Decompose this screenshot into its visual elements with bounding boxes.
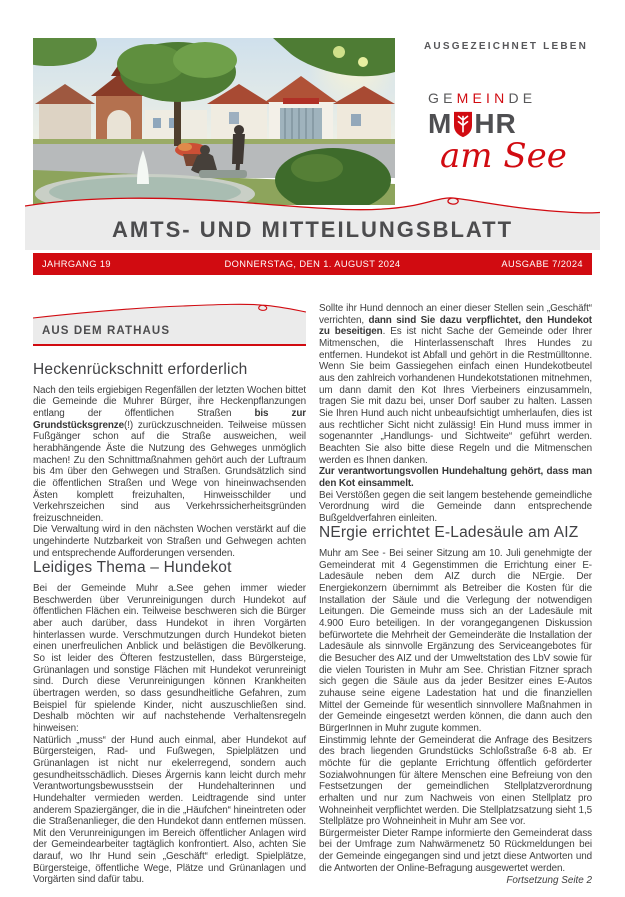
issue-date: DONNERSTAG, DEN 1. AUGUST 2024	[224, 259, 401, 269]
article-paragraph: Natürlich „muss“ der Hund auch einmal, aber Hundekot auf Bürgersteigen, Rad- und Fußwegen, Spielplätzen und Grünanlagen ist nicht nur ekelerregend, sondern auch gesundheitsschädlich. Dieses Ärgernis kann leicht durch mehr Verantwortungsbewusstsein der Hundehalterinnen und Hundehalter vermieden werden. Leidtragende sind unter anderem Spaziergänger, die in die „Häufchen“ hineintreten oder die Straßenanlieger, die den Hundekot dann entfernen müssen. Mit den Verunreinigungen im Bereich öffentlicher Anlagen wird der Gemeindearbeiter tagtäglich konfrontiert. Also, achten Sie darauf, wo Ihr Hund sein „Geschäft“ erledigt. Spielplätze, Bürgersteige, öffentliche Wege, Plätze und Grünanlagen und Vorgärten sind dafür tabu.	[33, 734, 306, 886]
logo-m: M	[428, 108, 453, 139]
window	[351, 114, 361, 126]
logo-mein: MEIN	[456, 90, 509, 106]
section-header-rathaus	[33, 300, 306, 346]
window	[229, 112, 239, 124]
fountain-ledge	[199, 170, 247, 178]
logo-ge: GE	[428, 90, 457, 106]
article-heading-heckenrueckschnitt: Heckenrückschnitt erforderlich	[33, 361, 248, 378]
article-paragraph: Nach den teils ergiebigen Regenfällen der letzten Wochen bittet die Gemeinde die Muhrer Bürger, ihre Heckenpflanzungen entlang der öffentlichen Straßen bis zur Grundstücksgrenze(!) zurückzuschneiden. Teilweise müssen Fußgänger schon auf die Straße ausweichen, weil herabhängende Äste die Nutzung des Gehweges unmöglich machen! Zu den Schnittmaßnahmen gehört auch der Luftraum bis 4m über den Gehwegen und Straßen. Grundsätzlich sind die öffentlichen Straßen und Wege von hineinwachsenden Ästen komplett freizuhalten, Hinweisschilder und Verkehrszeichen sind aus Verkehrssicherheitsgründen freizuschneiden.	[33, 384, 306, 524]
house-left	[39, 102, 91, 144]
article-paragraph: Bei Verstößen gegen die seit langem bestehende gemeindliche Verordnung wird die Gemeinde dann entsprechende Bußgeldverfahren einleiten.	[319, 489, 592, 524]
logo-hr: HR	[474, 108, 517, 139]
issue-number: AUSGABE 7/2024	[501, 259, 583, 269]
statue-standing-head	[234, 125, 244, 135]
tagline: AUSGEZEICHNET LEBEN	[424, 41, 589, 52]
grass-strip	[33, 139, 395, 144]
article-paragraph: Die Verwaltung wird in den nächsten Wochen verstärkt auf die ungehinderte Nutzbarkeit von Straßen und Gehwegen achten und entsprechende Aufforderungen versenden.	[33, 524, 306, 559]
window	[153, 118, 161, 128]
firehouse-sign	[283, 98, 319, 104]
tree-canopy-light	[173, 42, 237, 78]
bush-highlight	[291, 154, 343, 182]
article-paragraph: Einstimmig lehnte der Gemeinderat die Anfrage des Besitzers des brach liegenden Grundstücks Schloßstraße 6-8 ab. Er möchte für die geplante Errichtung öffentlich geförderter Sozialwohnungen für ältere Menschen eine Befreiung von den Festsetzungen der gemeindlichen Stellplatzverordnung erhalten und nur zum Nachweis von einen Stellplatz pro Wohneinheit verpflichtet werden. Die Stellplatzsatzung sieht 1,5 Stellplätze pro Wohneinheit in Muhr am See vor.	[319, 734, 592, 828]
village-photo-illustration	[33, 38, 395, 205]
muhr-antler-crest-icon	[453, 111, 473, 138]
article-paragraph: Muhr am See - Bei seiner Sitzung am 10. Juli genehmigte der Gemeinderat mit 4 Gegenstimmen die Errichtung einer E-Ladesäule neben dem AIZ durch die NErgie. Der Energiekonzern übernimmt als Betreiber die Kosten für die Installation der Säule und die Verlegung der notwendigen Leitungen. Die Gemeinde muss sich an der Ladesäule mit 4.900 Euro beteiligen. In der vorangegangenen Diskussion befürwortete die Mehrheit der Gemeinderäte die Installation der Ladesäule als sinnvolle Ergänzung des Serviceangebotes für die Besucher des AIZ und der Umweltstation des LbV sowie für die vielen Touristen in Muhr am See. Christian Fitzner sprach sich gegen die Säule aus da jeder Besitzer eines E-Autos zuhause seine eigene Ladestation hat und die finanziellen Mittel der Gemeinde für wesentlich sinnvollere Maßnahmen in der Gemeinde eingesetzt werden können, die dann auch den BürgerInnen in Muhr zugute kommen.	[319, 548, 592, 734]
gatehouse-arch	[107, 110, 131, 144]
article-paragraph: Bei der Gemeinde Muhr a.See gehen immer wieder Beschwerden über Verunreinigungen durch Hundekot auf öffentlichen Flächen ein. Teilweise beschweren sich die Bürger aber auch darüber, dass Hundekot in ihren Vorgärten hinterlassen wurde. Verschmutzungen durch Hundekot bieten einen unerfreulichen Anblick und belästigen die Bevölkerung. So ist leider des Öfteren festzustellen, dass Bürgersteige, Grünanlagen und sonstige Flächen mit Hundekot verunreinigt sind. Durch diese Verunreinigungen können Krankheiten übertragen werden, so dass gesundheitliche Gefahren, zum Beispiel für spielende Kinder, nicht auszuschließen sind. Deshalb möchten wir auf nachstehende Verhaltensregeln hinweisen:	[33, 583, 306, 734]
article-paragraph: Sollte ihr Hund dennoch an einer dieser Stellen sein „Geschäft“ verrichten, dann sind Sie dazu verpflichtet, den Hundekot zu beseitigen. Es ist nicht Sache der Gemeinde oder Ihrer Mitmenschen, die Hinterlassenschaft Ihres Hundes zu entfernen. Hundekot ist Abfall und gehört in die Restmülltonne. Wenn Sie beim Gassiegehen einfach einen Hundekotbeutel aus den zahlreich vorhandenen Hundekotstationen mitnehmen, um dann damit den Kot Ihres Vierbeiners einzusammeln, tragen Sie mit dazu bei, unser Dorf sauber zu halten. Lassen Sie Ihren Hund auch nicht unbeaufsichtigt umherlaufen, dies ist aus rechtlicher Sicht nicht zulässig! Ein Hund muss immer in sogenannter „Handlungs- und Sichtweite“ geführt werden. Beachten Sie also bitte diese Regeln und die Mitmenschen werden es Ihnen danken.	[319, 303, 592, 466]
leaf-light	[358, 57, 368, 67]
tree-trunk	[174, 98, 181, 146]
logo-gemeinde	[428, 90, 618, 106]
logo-am-see: am See	[440, 136, 567, 176]
article-columns	[33, 300, 592, 887]
issue-bar	[33, 253, 592, 275]
village-square-photo	[33, 38, 395, 205]
municipality-logo	[428, 90, 618, 176]
logo-de: DE	[508, 90, 537, 106]
firehouse-door	[280, 108, 322, 144]
continuation-note: Fortsetzung Seite 2	[506, 875, 592, 887]
article-heading-nergie: NErgie errichtet E-Ladesäule am AIZ	[319, 524, 579, 542]
article-paragraph: Bürgermeister Dieter Rampe informierte den Gemeinderat dass bei der Umfrage zum Nahwärmenetz 50 Rückmeldungen bei der Gemeinde eingegangen sind und jetzt diese Antworten und die Antworten der Online-Befragung ausgewertet werden.	[319, 827, 592, 874]
newsletter-title: AMTS- UND MITTEILUNGSBLATT	[111, 217, 514, 242]
section-label: AUS DEM RATHAUS	[33, 324, 306, 346]
house-right	[337, 102, 391, 144]
right-column	[319, 300, 592, 887]
issue-volume: JAHRGANG 19	[42, 259, 111, 269]
section-wave	[33, 300, 306, 324]
flowers	[178, 143, 192, 151]
article-paragraph-bold: Zur verantwortungsvollen Hundehaltung gehört, dass man den Kot einsammelt.	[319, 466, 592, 489]
leaf-light	[333, 46, 345, 58]
left-column	[33, 300, 306, 887]
article-heading-hundekot: Leidiges Thema – Hundekot	[33, 559, 232, 577]
